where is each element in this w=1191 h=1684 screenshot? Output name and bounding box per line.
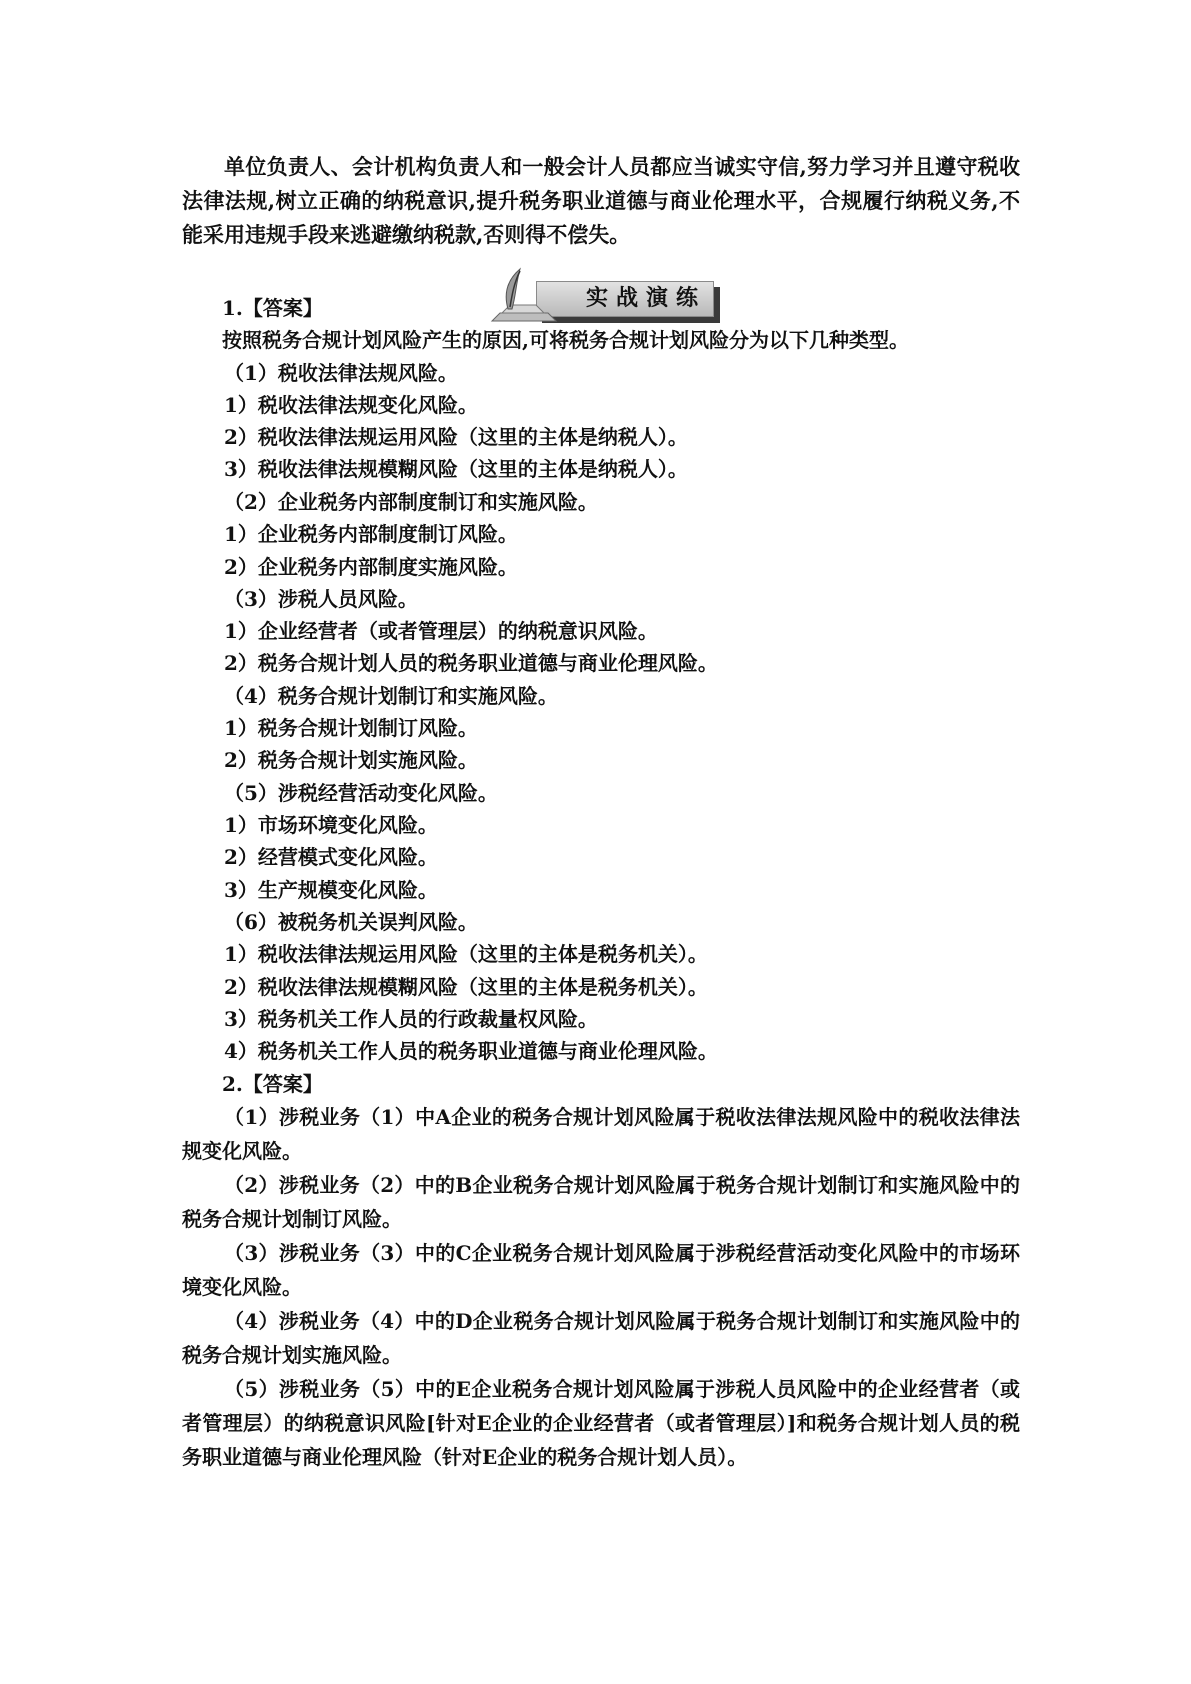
answer-1-heading: 1.【答案】 <box>222 296 323 320</box>
list-item: 3）税收法律法规模糊风险（这里的主体是纳税人）。 <box>224 457 688 481</box>
list-item: （4）税务合规计划制订和实施风险。 <box>224 684 558 708</box>
list-item: 3）税务机关工作人员的行政裁量权风险。 <box>224 1007 598 1031</box>
list-item: 1）税收法律法规变化风险。 <box>224 393 478 417</box>
quill-pen-icon <box>486 265 566 325</box>
list-item: 3）生产规模变化风险。 <box>224 878 438 902</box>
list-item: 2）企业税务内部制度实施风险。 <box>224 555 518 579</box>
list-item: 1）企业税务内部制度制订风险。 <box>224 522 518 546</box>
answer-1-lead: 按照税务合规计划风险产生的原因,可将税务合规计划风险分为以下几种类型。 <box>222 328 909 352</box>
paragraph-text: （1）涉税业务（1）中A企业的税务合规计划风险属于税收法律法规风险中的税收法律法规变化风险。 <box>182 1105 1020 1163</box>
answer-2-paragraph <box>182 1236 1020 1304</box>
list-item: 4）税务机关工作人员的税务职业道德与商业伦理风险。 <box>224 1039 718 1063</box>
paragraph-text: （2）涉税业务（2）中的B企业税务合规计划风险属于税务合规计划制订和实施风险中的税务合规计划制订风险。 <box>182 1173 1020 1231</box>
list-item: 2）税收法律法规模糊风险（这里的主体是税务机关）。 <box>224 975 708 999</box>
answer-2-paragraph <box>182 1372 1020 1474</box>
list-item: （1）税收法律法规风险。 <box>224 361 458 385</box>
section-banner <box>486 265 726 325</box>
paragraph-text: （5）涉税业务（5）中的E企业税务合规计划风险属于涉税人员风险中的企业经营者（或者管理层）的纳税意识风险[针对E企业的企业经营者（或者管理层）]和税务合规计划人员的税务职业道德与商业伦理风险（针对E企业的税务合规计划人员）。 <box>182 1377 1020 1469</box>
list-item: （6）被税务机关误判风险。 <box>224 910 478 934</box>
list-item: 1）税收法律法规运用风险（这里的主体是税务机关）。 <box>224 942 708 966</box>
list-item: 1）税务合规计划制订风险。 <box>224 716 478 740</box>
paragraph-text: （3）涉税业务（3）中的C企业税务合规计划风险属于涉税经营活动变化风险中的市场环境变化风险。 <box>182 1241 1020 1299</box>
answer-2-paragraph <box>182 1168 1020 1236</box>
list-item: （3）涉税人员风险。 <box>224 587 418 611</box>
answer-2-paragraph <box>182 1100 1020 1168</box>
list-item: （2）企业税务内部制度制订和实施风险。 <box>224 490 598 514</box>
paragraph-text: （4）涉税业务（4）中的D企业税务合规计划风险属于税务合规计划制订和实施风险中的税务合规计划实施风险。 <box>182 1309 1020 1367</box>
answer-2-paragraph <box>182 1304 1020 1372</box>
list-item: 2）税务合规计划人员的税务职业道德与商业伦理风险。 <box>224 651 718 675</box>
banner-title: 实战演练 <box>586 286 707 311</box>
list-item: 2）税务合规计划实施风险。 <box>224 748 478 772</box>
list-item: 1）企业经营者（或者管理层）的纳税意识风险。 <box>224 619 658 643</box>
intro-text: 单位负责人、会计机构负责人和一般会计人员都应当诚实守信,努力学习并且遵守税收法律法规,树立正确的纳税意识,提升税务职业道德与商业伦理水平，合规履行纳税义务,不能采用违规手段来逃避缴纳税款,否则得不偿失。 <box>182 154 1020 247</box>
list-item: 1）市场环境变化风险。 <box>224 813 438 837</box>
list-item: （5）涉税经营活动变化风险。 <box>224 781 498 805</box>
intro-paragraph <box>182 150 1020 252</box>
list-item: 2）经营模式变化风险。 <box>224 845 438 869</box>
list-item: 2）税收法律法规运用风险（这里的主体是纳税人）。 <box>224 425 688 449</box>
answer-2-heading: 2.【答案】 <box>222 1072 323 1096</box>
